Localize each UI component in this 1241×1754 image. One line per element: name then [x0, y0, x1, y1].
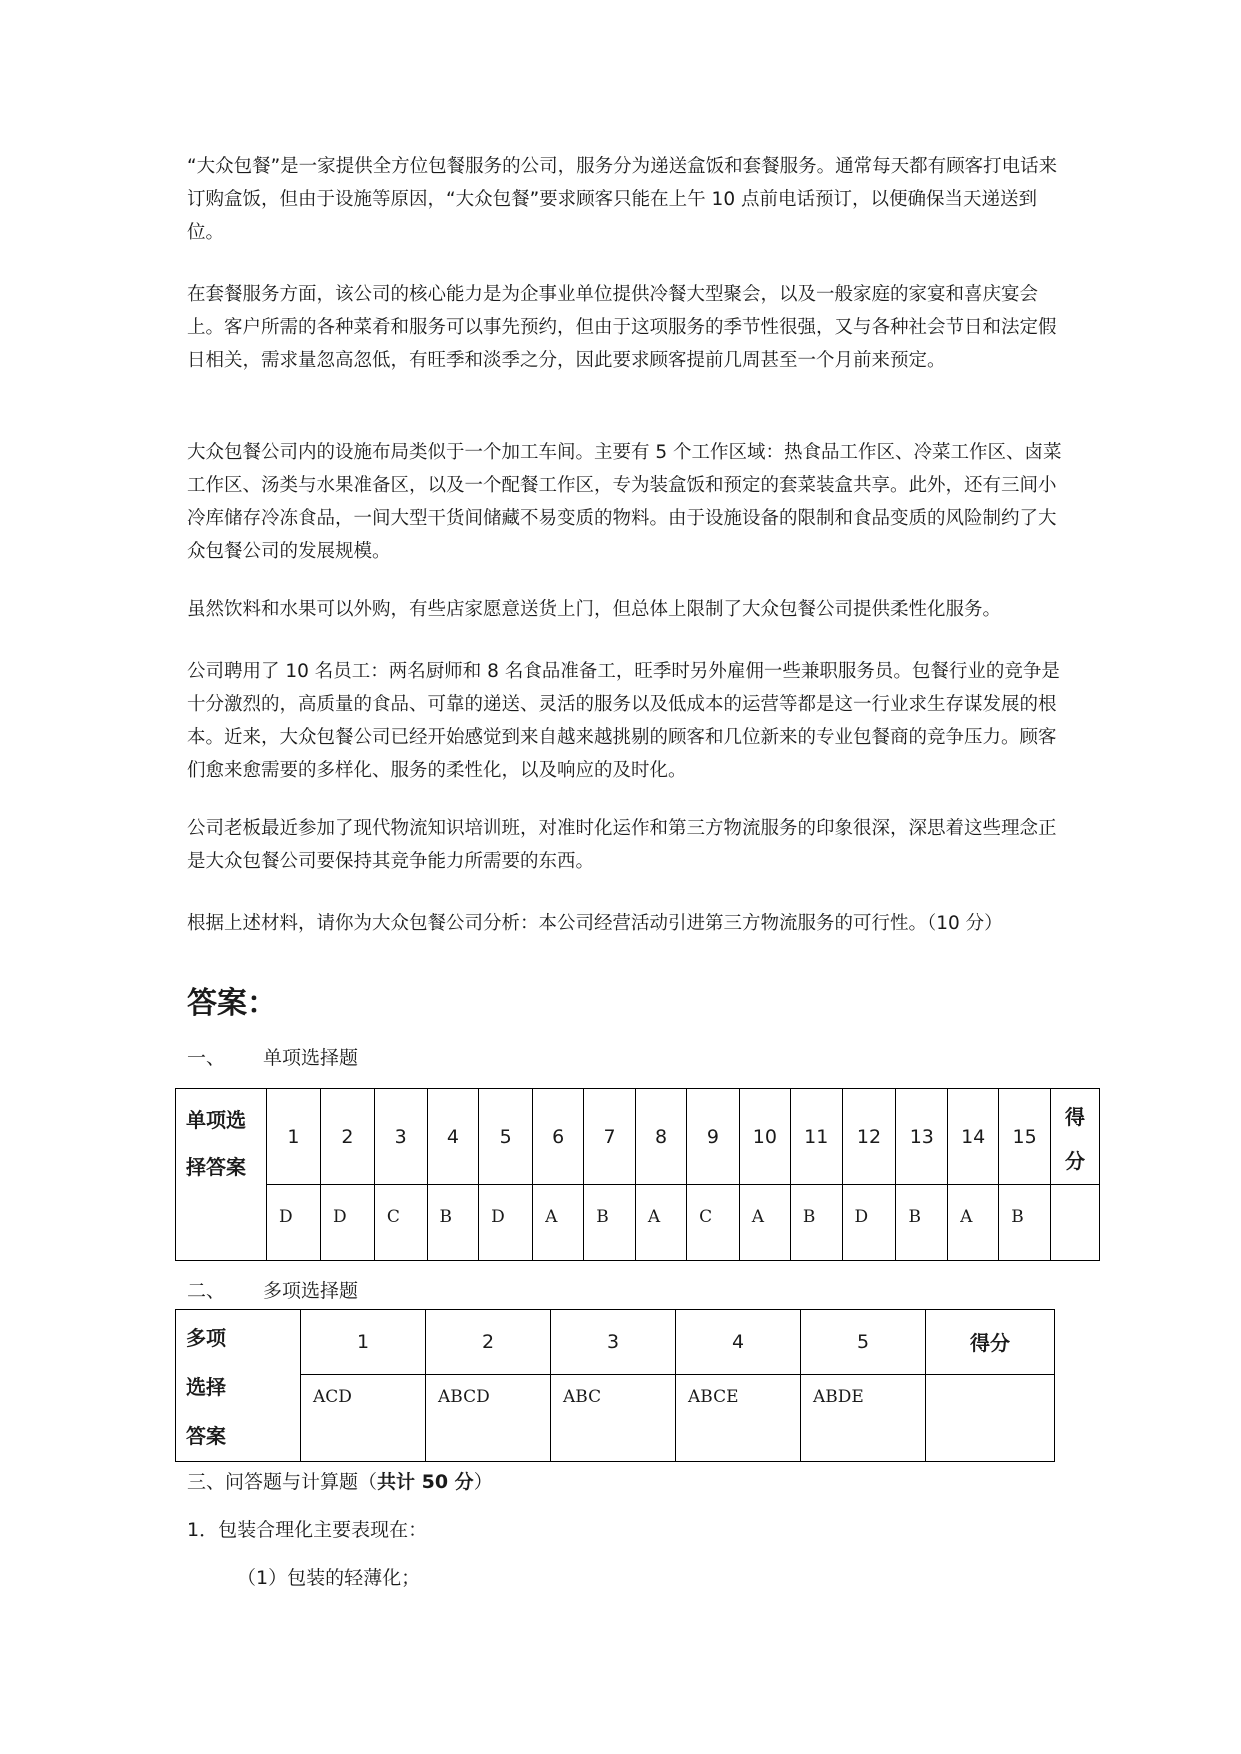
paragraph-facility-layout: 大众包餐公司内的设施布局类似于一个加工车间。主要有 5 个工作区域：热食品工作区、冷菜工作区、卤菜工作区、汤类与水果准备区，以及一个配餐工作区，专为装盒饭和预定的套菜装盒共享。此外，还有三间小冷库储存冷冻食品，一间大型干货间储藏不易变质的物料。由于设施设备的限制和食品变质的风险制约了大众包餐公司的发展规模。 [187, 442, 1062, 562]
score-empty-cell [926, 1374, 1055, 1461]
multiple-choice-answer-table [175, 1309, 1055, 1462]
single-choice-header-line1: 单项选 [186, 1108, 246, 1132]
section3-title [187, 1467, 493, 1494]
multiple-choice-header-line3: 答案 [186, 1424, 226, 1448]
single-choice-score-header [1051, 1089, 1100, 1185]
answer-cell: B [584, 1185, 636, 1261]
single-choice-header-cell [176, 1089, 267, 1261]
table-row [176, 1089, 1100, 1185]
question-number-cell: 2 [426, 1310, 551, 1375]
score-line1: 得 [1065, 1105, 1085, 1129]
section2-label: 多项选择题 [263, 1280, 359, 1302]
question-number-cell: 10 [739, 1089, 790, 1185]
section1-title [187, 1043, 358, 1070]
answer-cell: ABC [551, 1374, 676, 1461]
answer-cell: A [533, 1185, 584, 1261]
answer-cell: D [479, 1185, 533, 1261]
question-number-cell: 5 [479, 1089, 533, 1185]
question-number-cell: 4 [676, 1310, 801, 1375]
table-row [176, 1374, 1055, 1461]
answer-cell: B [896, 1185, 948, 1261]
answer-heading: 答案： [187, 986, 277, 1021]
question-number-cell: 11 [790, 1089, 842, 1185]
question-1-item-1: （1）包装的轻薄化； [237, 1567, 421, 1589]
question-number-cell: 4 [427, 1089, 479, 1185]
question-number-cell: 14 [948, 1089, 999, 1185]
answer-cell: D [842, 1185, 896, 1261]
paragraph-outsourcing: 虽然饮料和水果可以外购，有些店家愿意送货上门，但总体上限制了大众包餐公司提供柔性化服务。 [187, 599, 1002, 620]
answer-cell: ABCD [426, 1374, 551, 1461]
answer-cell: B [999, 1185, 1051, 1261]
score-empty-cell [1051, 1185, 1100, 1261]
single-choice-answer-table [175, 1088, 1100, 1261]
answer-cell: ACD [301, 1374, 426, 1461]
question-number-cell: 12 [842, 1089, 896, 1185]
question-number-cell: 6 [533, 1089, 584, 1185]
section3-title-prefix: 三、问答题与计算题（ [187, 1471, 378, 1493]
section3-title-suffix: ） [473, 1471, 493, 1493]
section2-number: 二、 [187, 1280, 226, 1302]
section1-label: 单项选择题 [263, 1047, 359, 1069]
answer-cell: C [374, 1185, 427, 1261]
table-row [176, 1185, 1100, 1261]
score-line2: 分 [1065, 1149, 1085, 1173]
question-number-cell: 1 [267, 1089, 321, 1185]
answer-cell: C [687, 1185, 740, 1261]
multiple-choice-header-cell [176, 1310, 301, 1462]
question-number-cell: 8 [635, 1089, 686, 1185]
answer-cell: ABDE [801, 1374, 926, 1461]
question-number-cell: 2 [320, 1089, 374, 1185]
section3-title-bold: 共计 50 分 [377, 1471, 474, 1493]
question-number-cell: 15 [999, 1089, 1051, 1185]
paragraph-question: 根据上述材料，请你为大众包餐公司分析：本公司经营活动引进第三方物流服务的可行性。（10 分） [187, 913, 1003, 934]
answer-cell: B [427, 1185, 479, 1261]
question-number-cell: 9 [687, 1089, 740, 1185]
question-number-cell: 1 [301, 1310, 426, 1375]
question-number-cell: 5 [801, 1310, 926, 1375]
multiple-choice-header-line2: 选择 [186, 1375, 226, 1399]
question-number-cell: 3 [551, 1310, 676, 1375]
answer-cell: D [267, 1185, 321, 1261]
paragraph-owner: 公司老板最近参加了现代物流知识培训班，对准时化运作和第三方物流服务的印象很深，深思着这些理念正是大众包餐公司要保持其竞争能力所需要的东西。 [187, 818, 1057, 872]
answer-cell: A [948, 1185, 999, 1261]
answer-cell: ABCE [676, 1374, 801, 1461]
answer-cell: A [739, 1185, 790, 1261]
single-choice-header-line2: 择答案 [186, 1155, 246, 1179]
question-number-cell: 7 [584, 1089, 636, 1185]
paragraph-staff: 公司聘用了 10 名员工：两名厨师和 8 名食品准备工，旺季时另外雇佣一些兼职服务员。包餐行业的竞争是十分激烈的，高质量的食品、可靠的递送、灵活的服务以及低成本的运营等都是这一行业求生存谋发展的根本。近来，大众包餐公司已经开始感觉到来自越来越挑剔的顾客和几位新来的专业包餐商的竞争压力。顾客们愈来愈需要的多样化、服务的柔性化，以及响应的及时化。 [187, 661, 1060, 781]
section1-number: 一、 [187, 1047, 226, 1069]
question-number-cell: 13 [896, 1089, 948, 1185]
paragraph-intro: “大众包餐”是一家提供全方位包餐服务的公司，服务分为递送盒饭和套餐服务。通常每天都有顾客打电话来订购盒饭，但由于设施等原因，“大众包餐”要求顾客只能在上午 10 点前电话预订，以便确保当天递送到位。 [187, 156, 1058, 243]
paragraph-package-service: 在套餐服务方面，该公司的核心能力是为企事业单位提供冷餐大型聚会，以及一般家庭的家宴和喜庆宴会上。客户所需的各种菜肴和服务可以事先预约，但由于这项服务的季节性很强，又与各种社会节日和法定假日相关，需求量忽高忽低，有旺季和淡季之分，因此要求顾客提前几周甚至一个月前来预定。 [187, 284, 1057, 371]
answer-cell: A [635, 1185, 686, 1261]
multiple-choice-header-line1: 多项 [186, 1326, 226, 1350]
section2-title [187, 1276, 358, 1303]
question-1: 1．包装合理化主要表现在： [187, 1519, 428, 1541]
answer-cell: B [790, 1185, 842, 1261]
table-row [176, 1310, 1055, 1375]
question-number-cell: 3 [374, 1089, 427, 1185]
answer-cell: D [320, 1185, 374, 1261]
multiple-choice-score-header: 得分 [926, 1310, 1055, 1375]
